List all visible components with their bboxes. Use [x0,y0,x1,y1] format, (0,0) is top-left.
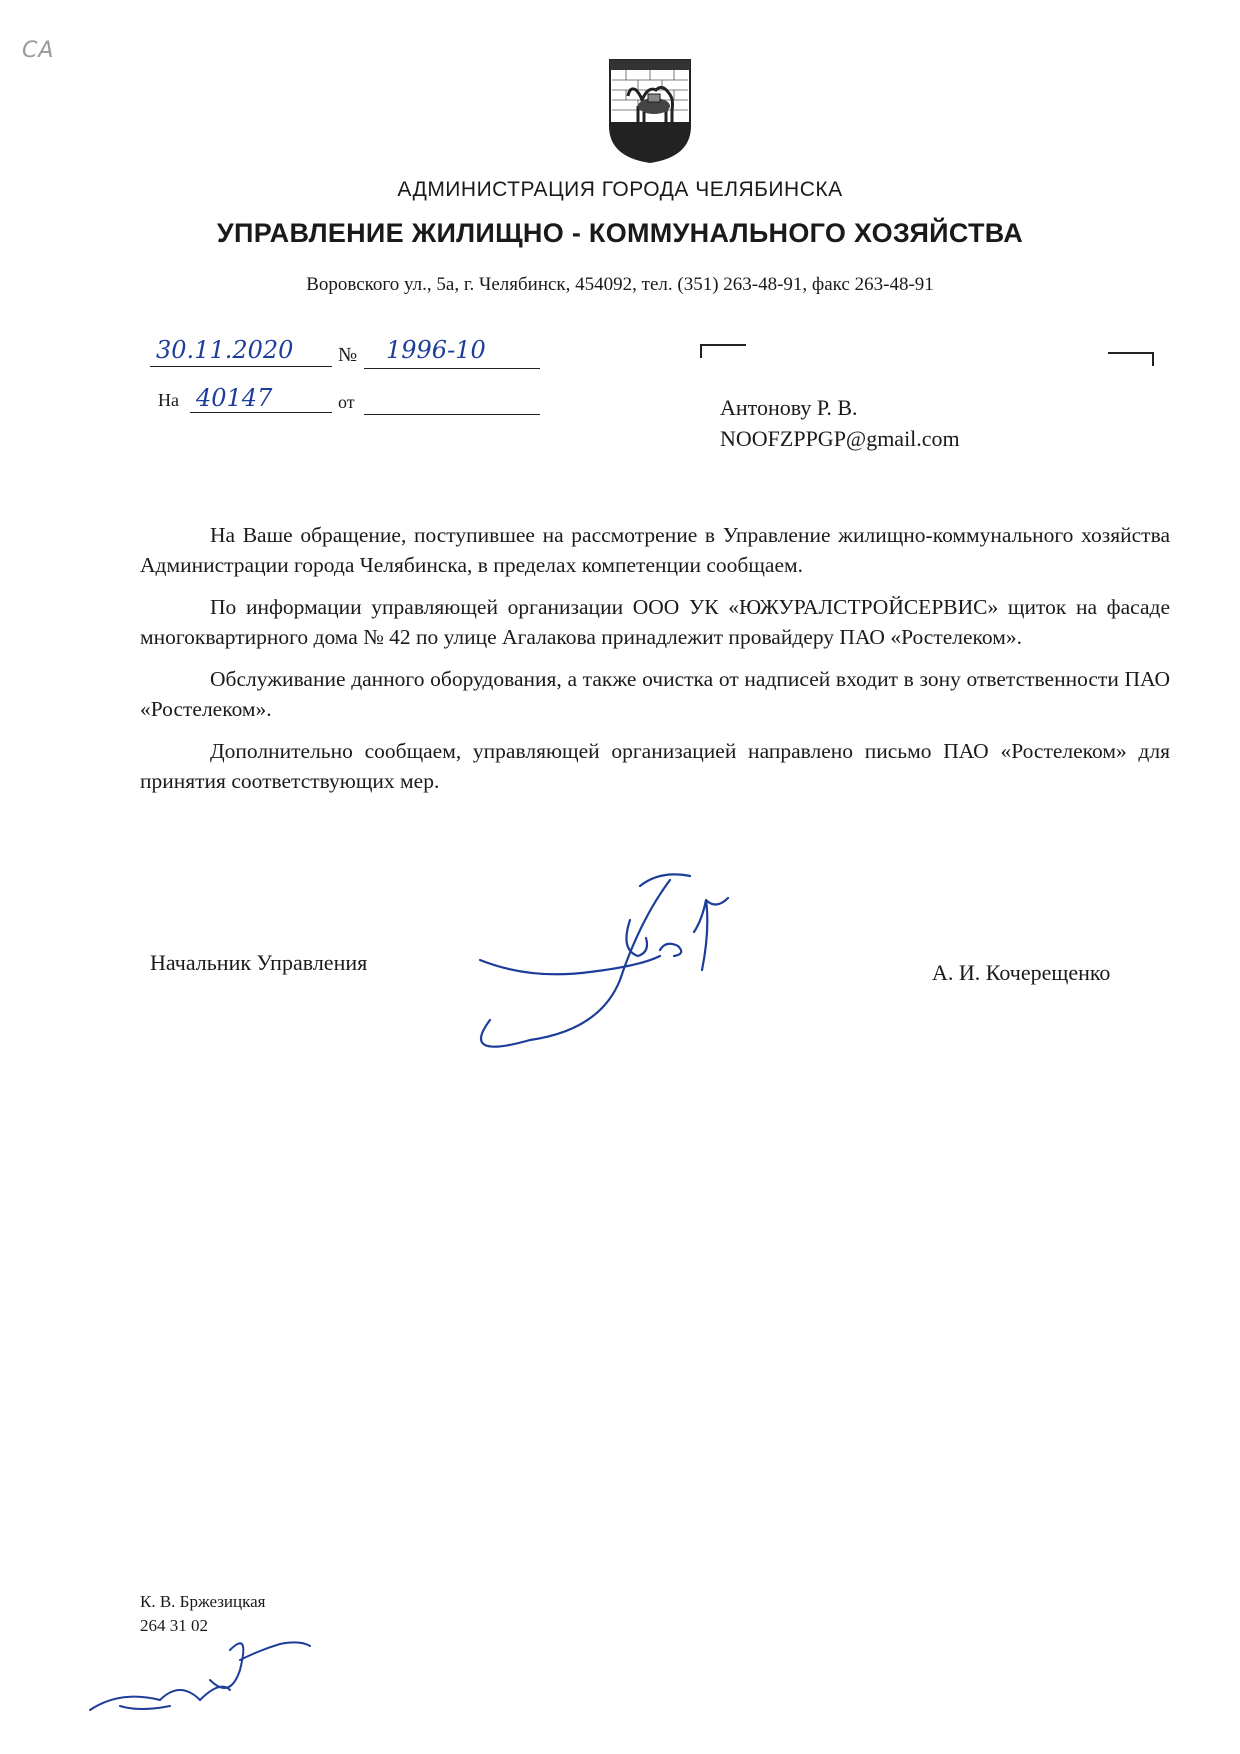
administration-title: АДМИНИСТРАЦИЯ ГОРОДА ЧЕЛЯБИНСКА [397,178,843,201]
address-bracket-right [1108,352,1154,366]
number-line [364,368,540,369]
reply-number: 40147 [196,384,273,412]
executor-phone: 264 31 02 [140,1616,208,1635]
department-title: УПРАВЛЕНИЕ ЖИЛИЩНО - КОММУНАЛЬНОГО ХОЗЯЙСТВА [216,218,1024,248]
handwritten-signature-icon [470,860,790,1080]
outgoing-date: 30.11.2020 [156,336,294,364]
signatory-name: А. И. Кочерещенко [932,960,1111,985]
body-paragraph: Дополнительно сообщаем, управляющей организацией направлено письмо ПАО «Ростелеком» для принятия соответствующих мер. [140,739,1170,793]
department-address: Воровского ул., 5а, г. Челябинск, 454092, тел. (351) 263-48-91, факс 263-48-91 [306,274,934,295]
recipient-name: Антонову Р. В. [720,395,858,420]
body-paragraph: Обслуживание данного оборудования, а также очистка от надписей входит в зону ответственности ПАО «Ростелеком». [140,667,1170,721]
recipient-email: NOOFZPPGP@gmail.com [720,426,960,451]
from-label: от [338,392,355,412]
number-label: № [338,344,358,366]
date-line [150,366,332,367]
corner-mark: СА [22,38,55,63]
recipient-block [720,392,960,454]
reply-label: На [158,390,179,410]
outgoing-number: 1996-10 [386,336,486,364]
body-paragraph: На Ваше обращение, поступившее на рассмотрение в Управление жилищно-коммунального хозяйства Администрации города Челябинска, в пределах компетенции сообщаем. [140,523,1170,577]
address-bracket-left [700,344,746,358]
body-paragraph: По информации управляющей организации ООО УК «ЮЖУРАЛСТРОЙСЕРВИС» щиток на фасаде многоквартирного дома № 42 по улице Агалакова принадлежит провайдеру ПАО «Ростелеком». [140,595,1170,649]
signatory-title: Начальник Управления [150,950,368,975]
letter-body [140,520,1170,808]
city-coat-of-arms-icon [606,56,694,164]
executor-signature-icon [80,1620,320,1730]
reply-line [190,412,332,413]
from-line [364,414,540,415]
executor-name: К. В. Бржезицкая [140,1592,266,1611]
